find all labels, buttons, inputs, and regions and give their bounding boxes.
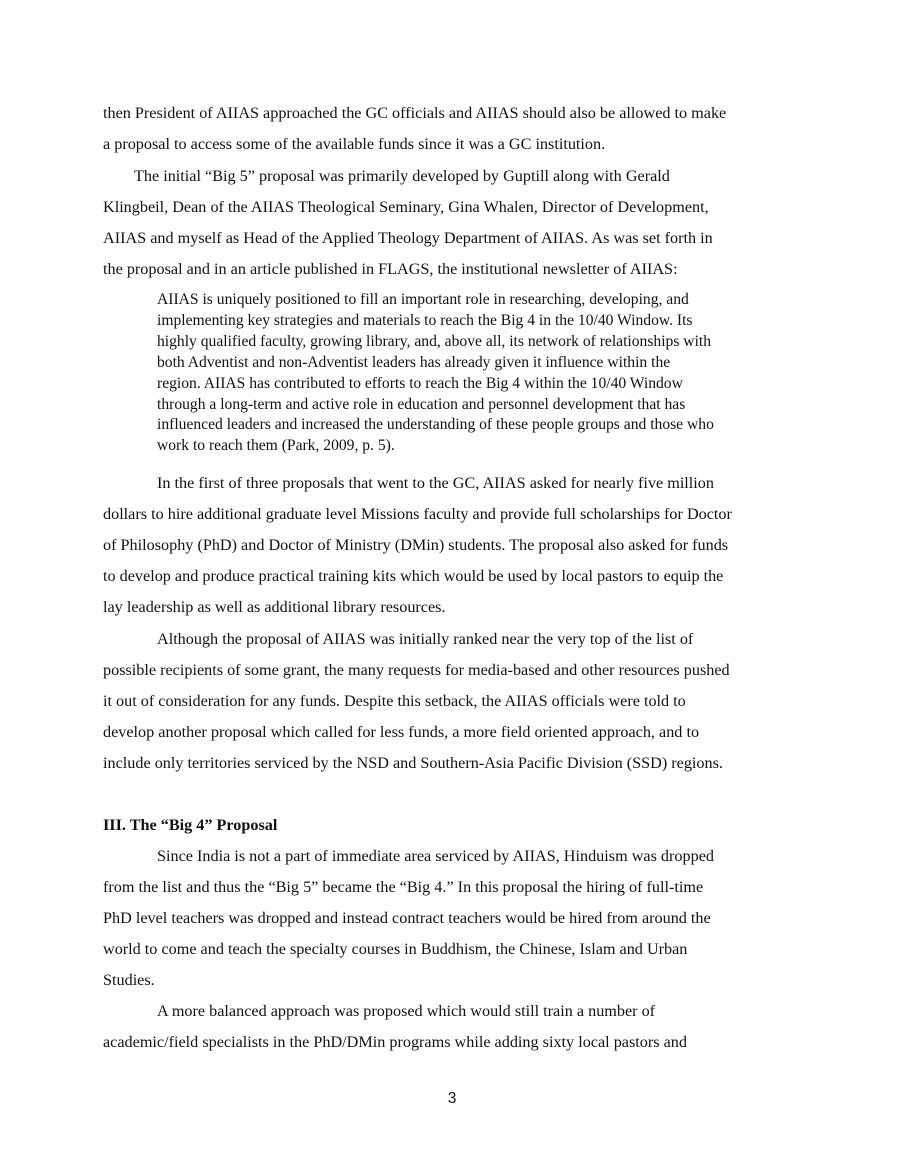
section-heading: III. The “Big 4” Proposal — [103, 816, 278, 834]
text-line: Although the proposal of AIIAS was initially ranked near the very top of the list of — [157, 630, 694, 648]
quote-line: work to reach them (Park, 2009, p. 5). — [157, 437, 395, 455]
text-line: Since India is not a part of immediate area serviced by AIIAS, Hinduism was dropped — [157, 847, 714, 865]
text-line: academic/field specialists in the PhD/DMin programs while adding sixty local pastors and — [103, 1033, 687, 1051]
text-line: possible recipients of some grant, the many requests for media-based and other resources pushed — [103, 661, 730, 679]
text-line: world to come and teach the specialty courses in Buddhism, the Chinese, Islam and Urban — [103, 940, 688, 958]
text-line: The initial “Big 5” proposal was primarily developed by Guptill along with Gerald — [134, 167, 670, 185]
text-line: AIIAS and myself as Head of the Applied Theology Department of AIIAS. As was set forth in — [103, 229, 713, 247]
text-line: PhD level teachers was dropped and instead contract teachers would be hired from around the — [103, 909, 711, 927]
page-number: 3 — [447, 1090, 457, 1107]
text-line: develop another proposal which called for less funds, a more field oriented approach, and to — [103, 723, 700, 741]
text-line: A more balanced approach was proposed which would still train a number of — [157, 1002, 656, 1020]
text-line: from the list and thus the “Big 5” became the “Big 4.” In this proposal the hiring of full-time — [103, 878, 704, 896]
text-line: Klingbeil, Dean of the AIIAS Theological Seminary, Gina Whalen, Director of Development, — [103, 198, 709, 216]
quote-line: highly qualified faculty, growing library, and, above all, its network of relationships with — [157, 332, 712, 350]
text-line: In the first of three proposals that went to the GC, AIIAS asked for nearly five million — [157, 474, 714, 492]
text-line: include only territories serviced by the NSD and Southern-Asia Pacific Division (SSD) regions. — [103, 754, 723, 772]
quote-line: implementing key strategies and materials to reach the Big 4 in the 10/40 Window. Its — [157, 311, 693, 329]
text-line: dollars to hire additional graduate level Missions faculty and provide full scholarships for Doctor — [103, 505, 732, 523]
quote-line: both Adventist and non-Adventist leaders has already given it influence within the — [157, 353, 671, 371]
quote-line: influenced leaders and increased the understanding of these people groups and those who — [157, 416, 714, 434]
text-line: of Philosophy (PhD) and Doctor of Ministry (DMin) students. The proposal also asked for funds — [103, 536, 729, 554]
text-line: lay leadership as well as additional library resources. — [103, 598, 446, 616]
quote-line: through a long-term and active role in education and personnel development that has — [157, 395, 686, 413]
block-quote — [157, 290, 807, 457]
text-line: to develop and produce practical training kits which would be used by local pastors to equip the — [103, 567, 724, 585]
text-line: the proposal and in an article published in FLAGS, the institutional newsletter of AIIAS: — [103, 260, 678, 278]
quote-line: region. AIIAS has contributed to efforts to reach the Big 4 within the 10/40 Window — [157, 374, 683, 392]
text-line: then President of AIIAS approached the GC officials and AIIAS should also be allowed to make — [103, 104, 727, 122]
text-line: a proposal to access some of the available funds since it was a GC institution. — [103, 135, 606, 153]
text-line: it out of consideration for any funds. Despite this setback, the AIIAS officials were told to — [103, 692, 686, 710]
quote-line: AIIAS is uniquely positioned to fill an important role in researching, developing, and — [157, 291, 689, 308]
text-line: Studies. — [103, 971, 155, 989]
